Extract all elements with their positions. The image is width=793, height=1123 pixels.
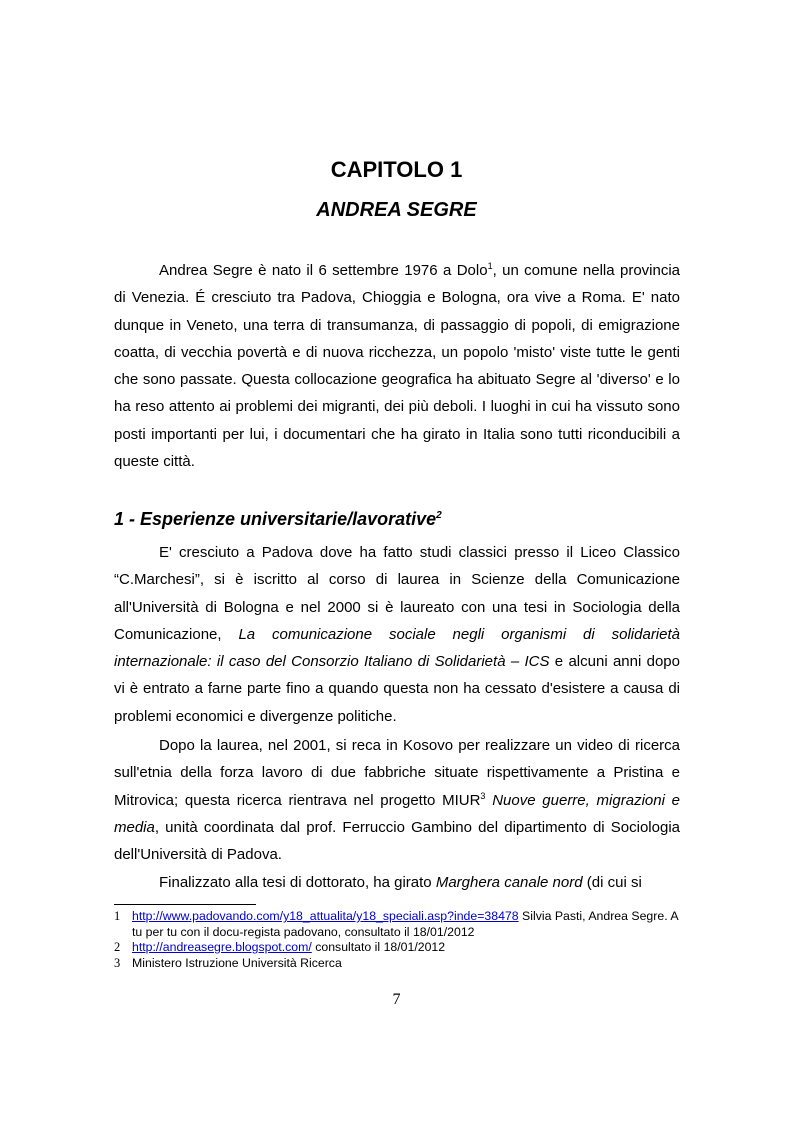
chapter-title: CAPITOLO 1 — [330, 157, 463, 182]
footnote-link[interactable]: http://www.padovando.com/y18_attualita/y18_speciali.asp?inde=38478 — [132, 909, 519, 923]
intro-text-a: Andrea Segre è nato il 6 settembre 1976 a Dolo — [159, 262, 488, 279]
p1-thesis-title: La comunicazione sociale negli organismi di solidarietà internazionale: il caso del Consorzio Italiano di Solidarietà – ICS — [114, 625, 680, 671]
footnote-text: consultato il 18/01/2012 — [311, 940, 446, 954]
footnote-text: Silvia Pasti, Andrea Segre. A tu per tu con il docu-regista padovano, consultato il 18/01/2012 — [132, 909, 678, 939]
intro-paragraph — [114, 257, 680, 475]
footnote-number: 3 — [114, 955, 121, 970]
intro-text-b: , un comune nella provincia di Venezia. É cresciuto tra Padova, Chioggia e Bologna, ora vive a Roma. E' nato dunque in Veneto, una terra di transumanza, di passaggio di popoli, di emigrazione coatta, di vecchia povertà e di nuova ricchezza, un popolo 'misto' viste tutte le genti che sono passate. Questa collocazione geografica ha abituato Segre al 'diverso' e lo ha reso attento ai problemi dei migranti, dei più deboli. I luoghi in cui ha vissuto sono posti importanti per lui, i documentari che ha girato in Italia sono tutti riconducibili a queste città. — [114, 262, 681, 471]
footnote-text: Ministero Istruzione Università Ricerca — [132, 955, 342, 970]
footnote-ref-2[interactable]: 2 — [436, 510, 442, 521]
chapter-subtitle: ANDREA SEGRE — [316, 199, 477, 221]
footnote-number: 2 — [114, 940, 121, 954]
footnote-number: 1 — [114, 909, 121, 923]
p3-text-a: Finalizzato alla tesi di dottorato, ha girato — [159, 874, 436, 891]
p1-text-a: E' cresciuto a Padova dove ha fatto studi classici presso il Liceo Classico “C.Marchesi”, si è iscritto al corso di laurea in Scienze della Comunicazione all'Università di Bologna e nel 2000 si è laureato con una tesi in Sociologia della Comunicazione, — [114, 544, 680, 643]
footnote-separator — [114, 904, 256, 905]
p2-project-title: Nuove guerre, migrazioni e media — [114, 791, 680, 836]
footnote-2 — [114, 940, 680, 956]
section-heading-text: 1 - Esperienze universitarie/lavorative — [114, 509, 437, 529]
footnote-ref-3[interactable]: 3 — [480, 790, 486, 801]
body-paragraph-3 — [114, 869, 680, 895]
p3-text-b: (di cui si — [582, 874, 642, 891]
footnotes — [114, 909, 680, 971]
body-paragraph-1 — [114, 539, 680, 730]
footnote-3 — [114, 956, 680, 972]
p3-film-title: Marghera canale nord — [435, 874, 583, 891]
p1-text-b: e alcuni anni dopo vi è entrato a farne parte fino a quando questa non ha cessato d'esistere a causa di problemi economici e divergenze politiche. — [114, 653, 680, 725]
page-number: 7 — [392, 991, 401, 1008]
section-heading — [114, 506, 442, 532]
p2-text-b: , unità coordinata dal prof. Ferruccio Gambino del dipartimento di Sociologia dell'Università di Padova. — [114, 818, 680, 864]
footnote-link[interactable]: http://andreasegre.blogspot.com/ — [132, 940, 312, 954]
footnote-1 — [114, 909, 680, 940]
footnote-ref-1[interactable]: 1 — [487, 261, 493, 271]
p2-text-a: Dopo la laurea, nel 2001, si reca in Kosovo per realizzare un video di ricerca sull'etnia della forza lavoro di due fabbriche situate rispettivamente a Pristina e Mitrovica; questa ricerca rientrava nel progetto MIUR — [114, 737, 680, 809]
body-paragraph-2 — [114, 732, 680, 868]
